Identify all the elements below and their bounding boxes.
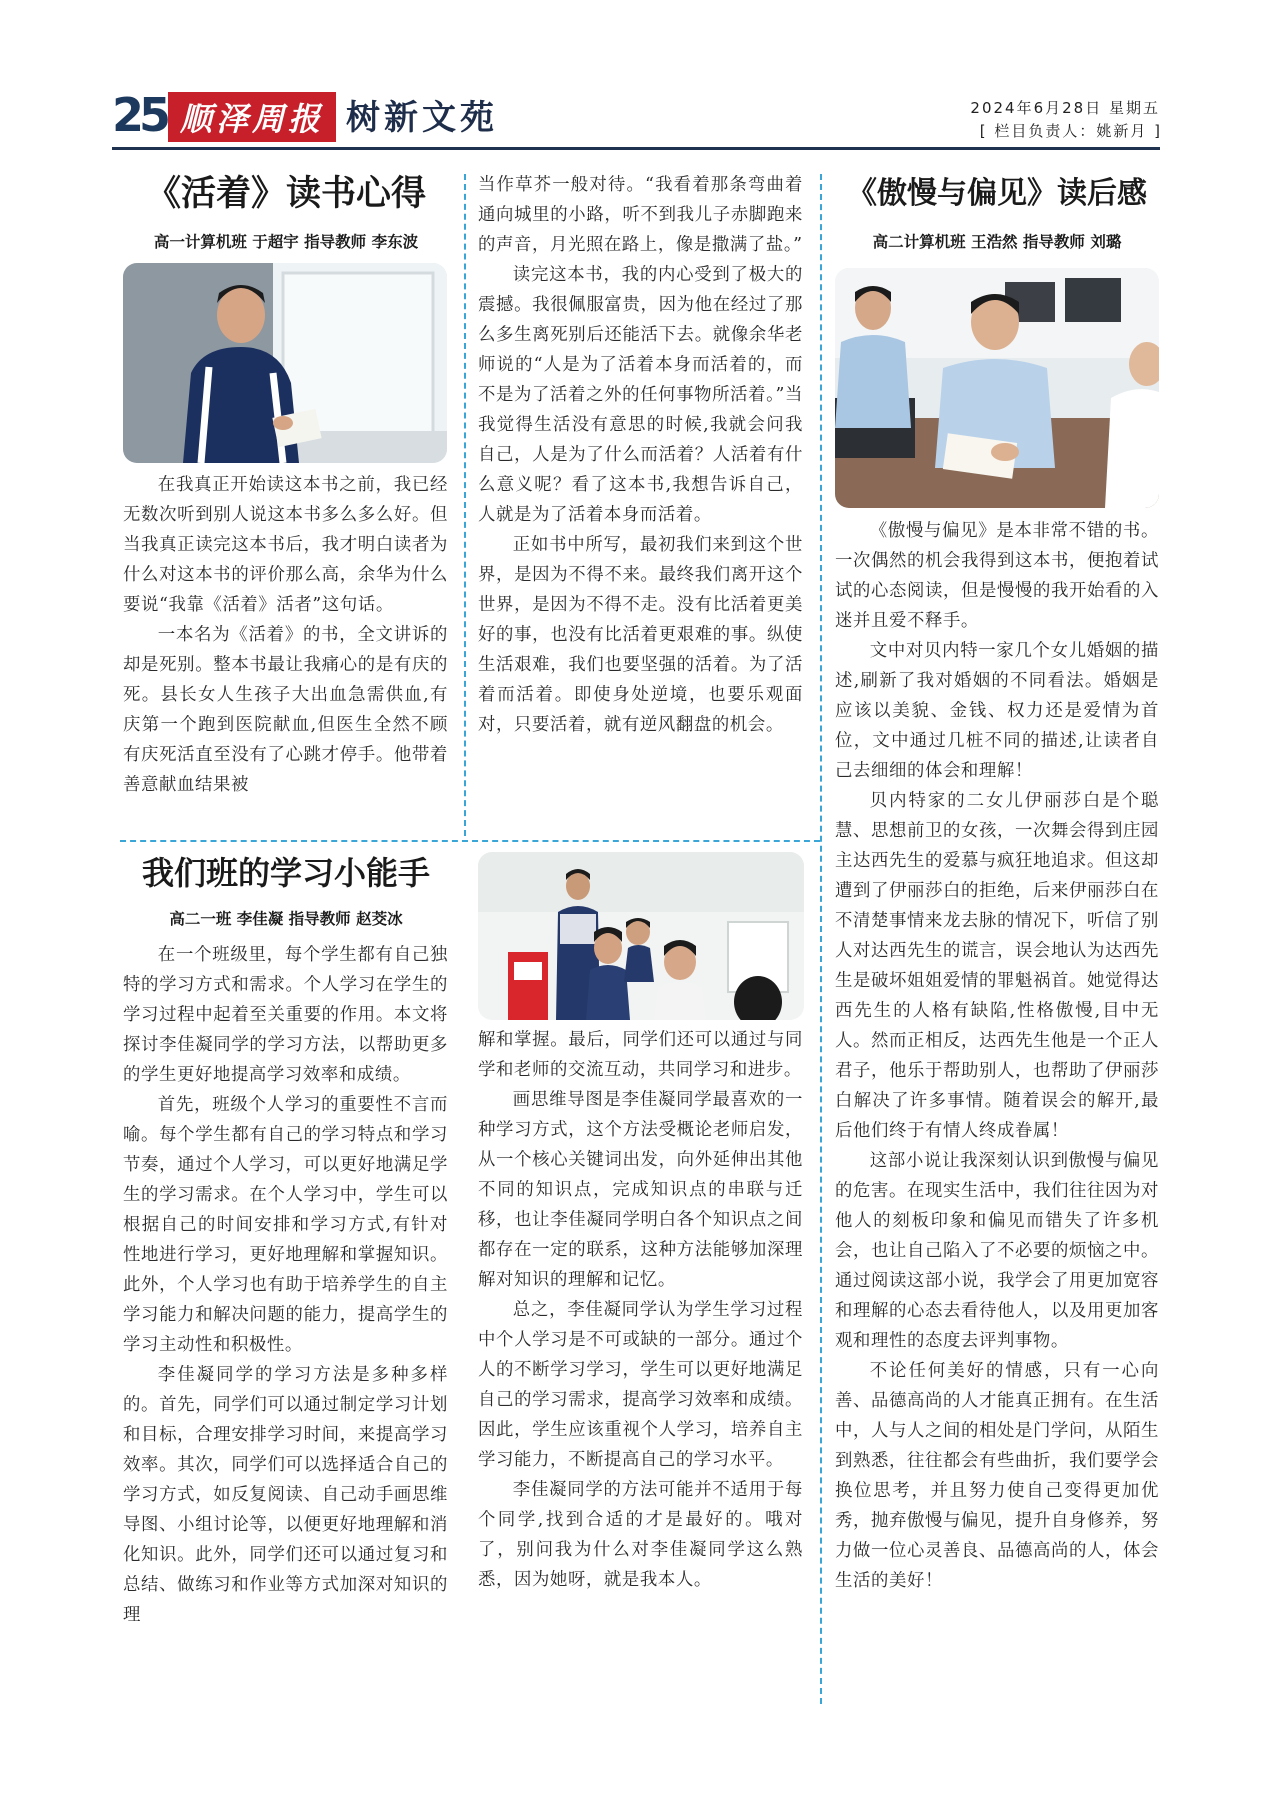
divider-horizontal	[120, 840, 820, 842]
paragraph: 画思维导图是李佳凝同学最喜欢的一种学习方式，这个方法受概论老师启发，从一个核心关键词出发，向外延伸出其他不同的知识点，完成知识点的串联与迁移，也让李佳凝同学明白各个知识点之间都存在一定的联系，这种方法能够加深理解对知识的理解和记忆。	[478, 1090, 803, 1290]
article-2-title: 我们班的学习小能手	[141, 854, 430, 892]
paragraph: 读完这本书，我的内心受到了极大的震撼。我很佩服富贵，因为他在经过了那么多生离死别后还能活下去。就像余华老师说的“人是为了活着本身而活着的，而不是为了活着之外的任何事物所活着。”当我觉得生活没有意思的时候,我就会问我自己，人是为了什么而活着？人活着有什么意义呢？看了这本书,我想告诉自己，人就是为了活着本身而活着。	[478, 265, 803, 525]
issue-date: 2024年6月28日 星期五	[970, 99, 1160, 117]
article-1-title: 《活着》读书心得	[145, 174, 426, 214]
article-2-text-col1	[123, 940, 448, 1630]
paragraph: 一本名为《活着》的书，全文讲诉的却是死别。整本书最让我痛心的是有庆的死。县长女人生孩子大出血急需供血,有庆第一个跑到医院献血,但医生全然不顾有庆死活直至没有了心跳才停手。他带着善意献血结果被	[123, 625, 448, 795]
paragraph: 在我真正开始读这本书之前，我已经无数次听到别人说这本书多么多么好。但当我真正读完这本书后，我才明白读者为什么对这本书的评价那么高，余华为什么要说“我靠《活着》活者”这句话。	[123, 475, 448, 615]
paragraph: 解和掌握。最后，同学们还可以通过与同学和老师的交流互动，共同学习和进步。	[478, 1030, 803, 1080]
paragraph: 《傲慢与偏见》是本非常不错的书。一次偶然的机会我得到这本书，便抱着试试的心态阅读，但是慢慢的我开始看的入迷并且爱不释手。	[835, 521, 1159, 631]
header-rule	[112, 147, 1160, 150]
newspaper-logo	[168, 92, 336, 142]
paragraph: 总之，李佳凝同学认为学生学习过程中个人学习是不可或缺的一部分。通过个人的不断学习学习，学生可以更好地满足自己的学习需求，提高学习效率和成绩。因此，学生应该重视个人学习，培养自主学习能力，不断提高自己的学习水平。	[478, 1300, 803, 1470]
divider-vertical-top	[464, 174, 466, 836]
column-editor: [ 栏目负责人：姚新月 ]	[979, 122, 1162, 140]
paragraph: 文中对贝内特一家几个女儿婚姻的描述,刷新了我对婚姻的不同看法。婚姻是应该以美貌、金钱、权力还是爱情为首位，文中通过几桩不同的描述,让读者自己去细细的体会和理解！	[835, 641, 1159, 781]
paragraph: 当作草芥一般对待。“我看着那条弯曲着通向城里的小路，听不到我儿子赤脚跑来的声音，月光照在路上，像是撒满了盐。”	[478, 175, 803, 255]
article-3-byline: 高二计算机班 王浩然 指导教师 刘璐	[872, 233, 1122, 251]
newspaper-name: 顺泽周报	[179, 100, 324, 138]
paragraph: 李佳凝同学的方法可能并不适用于每个同学,找到合适的才是最好的。哦对了，别问我为什么对李佳凝同学这么熟悉，因为她呀，就是我本人。	[478, 1480, 803, 1590]
article-3-photo	[835, 268, 1159, 508]
divider-vertical-right	[820, 174, 822, 1704]
article-1-text-col1	[123, 470, 448, 800]
paragraph: 首先，班级个人学习的重要性不言而喻。每个学生都有自己的学习特点和学习节奏，通过个人学习，可以更好地满足学生的学习需求。在个人学习中，学生可以根据自己的时间安排和学习方式,有针对性地进行学习，更好地理解和掌握知识。此外，个人学习也有助于培养学生的自主学习能力和解决问题的能力，提高学生的学习主动性和积极性。	[123, 1095, 448, 1355]
paragraph: 贝内特家的二女儿伊丽莎白是个聪慧、思想前卫的女孩，一次舞会得到庄园主达西先生的爱慕与疯狂地追求。但这却遭到了伊丽莎白的拒绝，后来伊丽莎白在不清楚事情来龙去脉的情况下，听信了别人对达西先生的谎言，误会地认为达西先生是破坏姐姐爱情的罪魁祸首。她觉得达西先生的人格有缺陷,性格傲慢,目中无人。然而正相反，达西先生他是一个正人君子，他乐于帮助别人，也帮助了伊丽莎白解决了许多事情。随着误会的解开,最后他们终于有情人终成眷属！	[835, 791, 1159, 1141]
page-number: 25	[112, 88, 167, 142]
article-1-photo	[123, 263, 447, 463]
article-2-text-col2	[478, 1025, 803, 1595]
paragraph: 正如书中所写，最初我们来到这个世界，是因为不得不来。最终我们离开这个世界，是因为不得不走。没有比活着更美好的事，也没有比活着更艰难的事。纵使生活艰难，我们也要坚强的活着。为了活着而活着。即使身处逆境，也要乐观面对，只要活着，就有逆风翻盘的机会。	[478, 535, 803, 735]
article-2-byline: 高二一班 李佳凝 指导教师 赵茭冰	[169, 910, 403, 928]
article-3-text	[835, 516, 1159, 1596]
article-1-text-col2	[478, 170, 803, 740]
article-2-photo	[478, 852, 804, 1020]
paragraph: 李佳凝同学的学习方法是多种多样的。首先，同学们可以通过制定学习计划和目标，合理安排学习时间，来提高学习效率。其次，同学们可以选择适合自己的学习方式，如反复阅读、自己动手画思维导图、小组讨论等，以便更好地理解和消化知识。此外，同学们还可以通过复习和总结、做练习和作业等方式加深对知识的理	[123, 1365, 448, 1625]
paragraph: 不论任何美好的情感，只有一心向善、品德高尚的人才能真正拥有。在生活中，人与人之间的相处是门学问，从陌生到熟悉，往往都会有些曲折，我们要学会换位思考，并且努力使自己变得更加优秀，抛弃傲慢与偏见，提升自身修养，努力做一位心灵善良、品德高尚的人，体会生活的美好！	[835, 1361, 1159, 1591]
paragraph: 这部小说让我深刻认识到傲慢与偏见的危害。在现实生活中，我们往往因为对他人的刻板印象和偏见而错失了许多机会，也让自己陷入了不必要的烦恼之中。通过阅读这部小说，我学会了用更加宽容和理解的心态去看待他人，以及用更加客观和理性的态度去评判事物。	[835, 1151, 1159, 1351]
paragraph: 在一个班级里，每个学生都有自己独特的学习方式和需求。个人学习在学生的学习过程中起着至关重要的作用。本文将探讨李佳凝同学的学习方法，以帮助更多的学生更好地提高学习效率和成绩。	[123, 945, 448, 1085]
article-1-byline: 高一计算机班 于超宇 指导教师 李东波	[153, 233, 419, 251]
section-title: 树新文苑	[346, 98, 498, 138]
article-3-title: 《傲慢与偏见》读后感	[847, 176, 1147, 211]
